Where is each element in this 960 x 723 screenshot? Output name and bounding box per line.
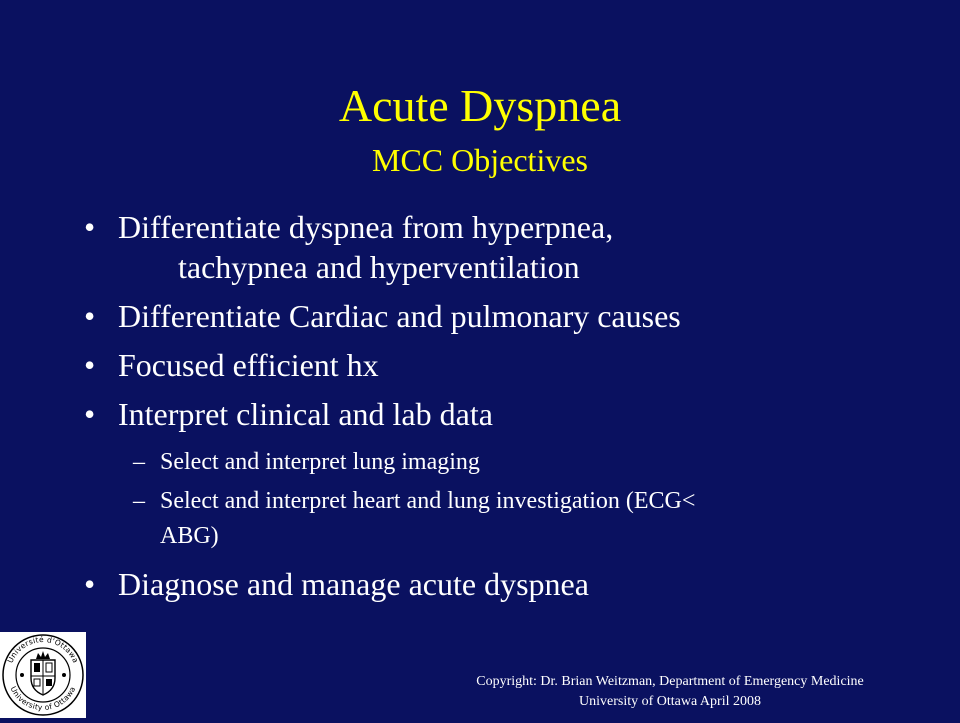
- svg-text:University of Ottawa: University of Ottawa: [8, 684, 78, 713]
- bullet-text: Differentiate dyspnea from hyperpnea,: [118, 209, 614, 245]
- slide-title: Acute Dyspnea: [338, 80, 622, 131]
- bullet-marker: •: [84, 396, 96, 432]
- copyright-line: University of Ottawa April 2008: [579, 694, 761, 709]
- bullet-text: Focused efficient hx: [118, 347, 379, 383]
- sub-bullet-continuation-text: ABG): [160, 523, 219, 549]
- bullet-marker: •: [84, 566, 96, 602]
- seal-icon: [0, 632, 86, 718]
- copyright-notice: [440, 672, 900, 712]
- bullet-marker: •: [84, 298, 96, 334]
- svg-text:Université d'Ottawa: Université d'Ottawa: [5, 634, 81, 665]
- bullet-text: Differentiate Cardiac and pulmonary causes: [118, 298, 681, 334]
- sub-bullet-marker: –: [133, 449, 145, 475]
- bullet-text: Diagnose and manage acute dyspnea: [118, 566, 589, 602]
- slide-subtitle: MCC Objectives: [372, 142, 588, 178]
- copyright-line: Copyright: Dr. Brian Weitzman, Department of Emergency Medicine: [476, 674, 864, 689]
- bullet-marker: •: [84, 347, 96, 383]
- university-seal-logo: [0, 632, 86, 718]
- sub-bullet-text: Select and interpret lung imaging: [160, 449, 480, 475]
- bullet-continuation-text: tachypnea and hyperventilation: [178, 249, 580, 285]
- sub-bullet-marker: –: [133, 488, 145, 514]
- sub-bullet-text: Select and interpret heart and lung investigation (ECG<: [160, 488, 696, 514]
- bullet-marker: •: [84, 209, 96, 245]
- bullet-text: Interpret clinical and lab data: [118, 396, 493, 432]
